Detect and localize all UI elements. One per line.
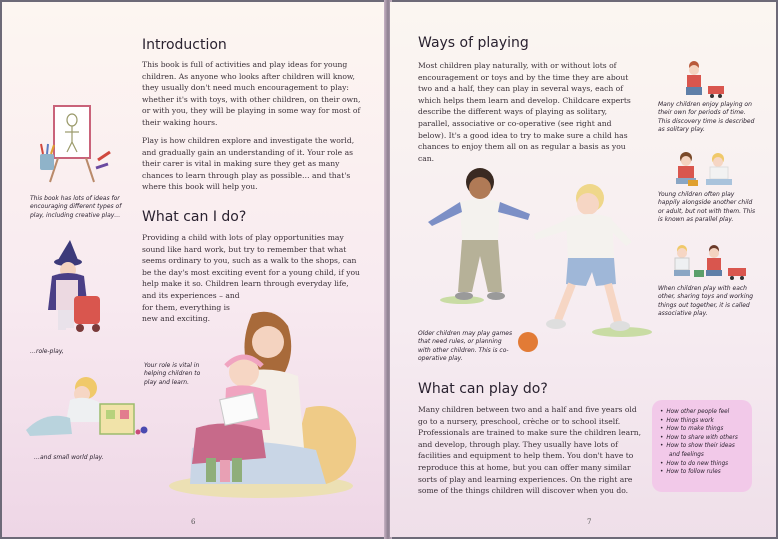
- left-page-number: 6: [191, 518, 196, 526]
- left-page: [2, 2, 386, 537]
- what-can-play-do-heading: What can play do?: [418, 381, 548, 397]
- parallel-play-illustration: [674, 150, 740, 188]
- what-can-i-do-paragraph: Providing a child with lots of play opportunities may sound like hard work, but try to remember that what seems ordinary to you, such as a walk to the shops, can be the day's most exciting event for a young child, if you help make it so. Children learn through everyday life, and its experiences – and for them, everything is new and exciting.: [142, 233, 360, 324]
- right-page-number: 7: [587, 518, 592, 526]
- caption-small-world-play: …and small world play.: [34, 454, 104, 461]
- creative-play-illustration: [32, 102, 122, 187]
- list-item: • How to share with others: [660, 434, 752, 443]
- introduction-heading: Introduction: [142, 37, 227, 53]
- list-item-continuation: and feelings: [669, 451, 704, 458]
- solitary-play-illustration: [682, 60, 730, 98]
- list-item: • How other people feel: [660, 408, 752, 417]
- learning-list-box: [652, 400, 752, 492]
- learning-list: [652, 400, 752, 477]
- what-can-play-do-paragraph: Many children between two and a half and five years old go to a nursery, preschool, crèche or to school itself. Professionals are trained to make sure the children learn, and develop, through play. They usually have lots of facilities and equipment to help them. You don't have to reproduce this at home, but you can offer many similar sorts of play and learning experiences. On the right are some of the things children will discover when you do.: [418, 405, 642, 496]
- caption-parallel-play: Young children often play happily alongside another child or adult, but not with them. This is known as parallel play.: [658, 191, 756, 224]
- caption-role-vital: Your role is vital in helping children to play and learn.: [144, 362, 201, 386]
- reading-together-illustration: [166, 308, 364, 498]
- small-world-play-illustration: [16, 374, 156, 444]
- role-play-illustration: [44, 240, 114, 340]
- caption-creative-play: This book has lots of ideas for encouraging different types of play, including creative play…: [30, 195, 122, 219]
- list-item: • How things work: [660, 417, 752, 426]
- associative-play-illustration: [672, 242, 752, 280]
- caption-cooperative-play: Older children may play games that need rules, or planning with other children. This is co-operative play.: [418, 330, 513, 363]
- ways-of-playing-paragraph: Most children play naturally, with or without lots of encouragement or toys and by the time they are about two and a half, they can play in several ways, each of which helps them learn and develop. Childcare experts describe the different ways of playing as solitary, parallel, associative or co-operative (see right and below). It's a good idea to try to make sure a child has chances to enjoy them all on as regular a basis as you can.: [418, 61, 631, 163]
- list-item: • How to make things: [660, 425, 752, 434]
- caption-role-play: …role-play,: [30, 348, 64, 355]
- cooperative-play-illustration: [422, 162, 652, 352]
- intro-paragraph-1: This book is full of activities and play ideas for young children. As anyone who looks after children will know, they usually don't need much encouragement to play: whether it's with toys, with other children, on their own, or with you, they will be playing in some way for most of their waking hours.: [142, 60, 361, 127]
- caption-associative-play: When children play with each other, sharing toys and working things out together, it is called associative play.: [658, 285, 754, 318]
- ways-of-playing-heading: Ways of playing: [418, 35, 529, 51]
- intro-paragraph-2: Play is how children explore and investigate the world, and gradually gain an understanding of it. Your role as their carer is vital in making sure they get as many chances to learn through play as possible… and that's where this book will help you.: [142, 136, 355, 192]
- right-page: [390, 2, 776, 537]
- list-item: • How to show their ideas: [660, 442, 752, 451]
- list-item: • How to do new things: [660, 460, 752, 469]
- list-item: • How to follow rules: [660, 468, 752, 477]
- what-can-i-do-heading: What can I do?: [142, 209, 247, 225]
- caption-solitary-play: Many children enjoy playing on their own for periods of time. This discovery time is described as solitary play.: [658, 101, 755, 134]
